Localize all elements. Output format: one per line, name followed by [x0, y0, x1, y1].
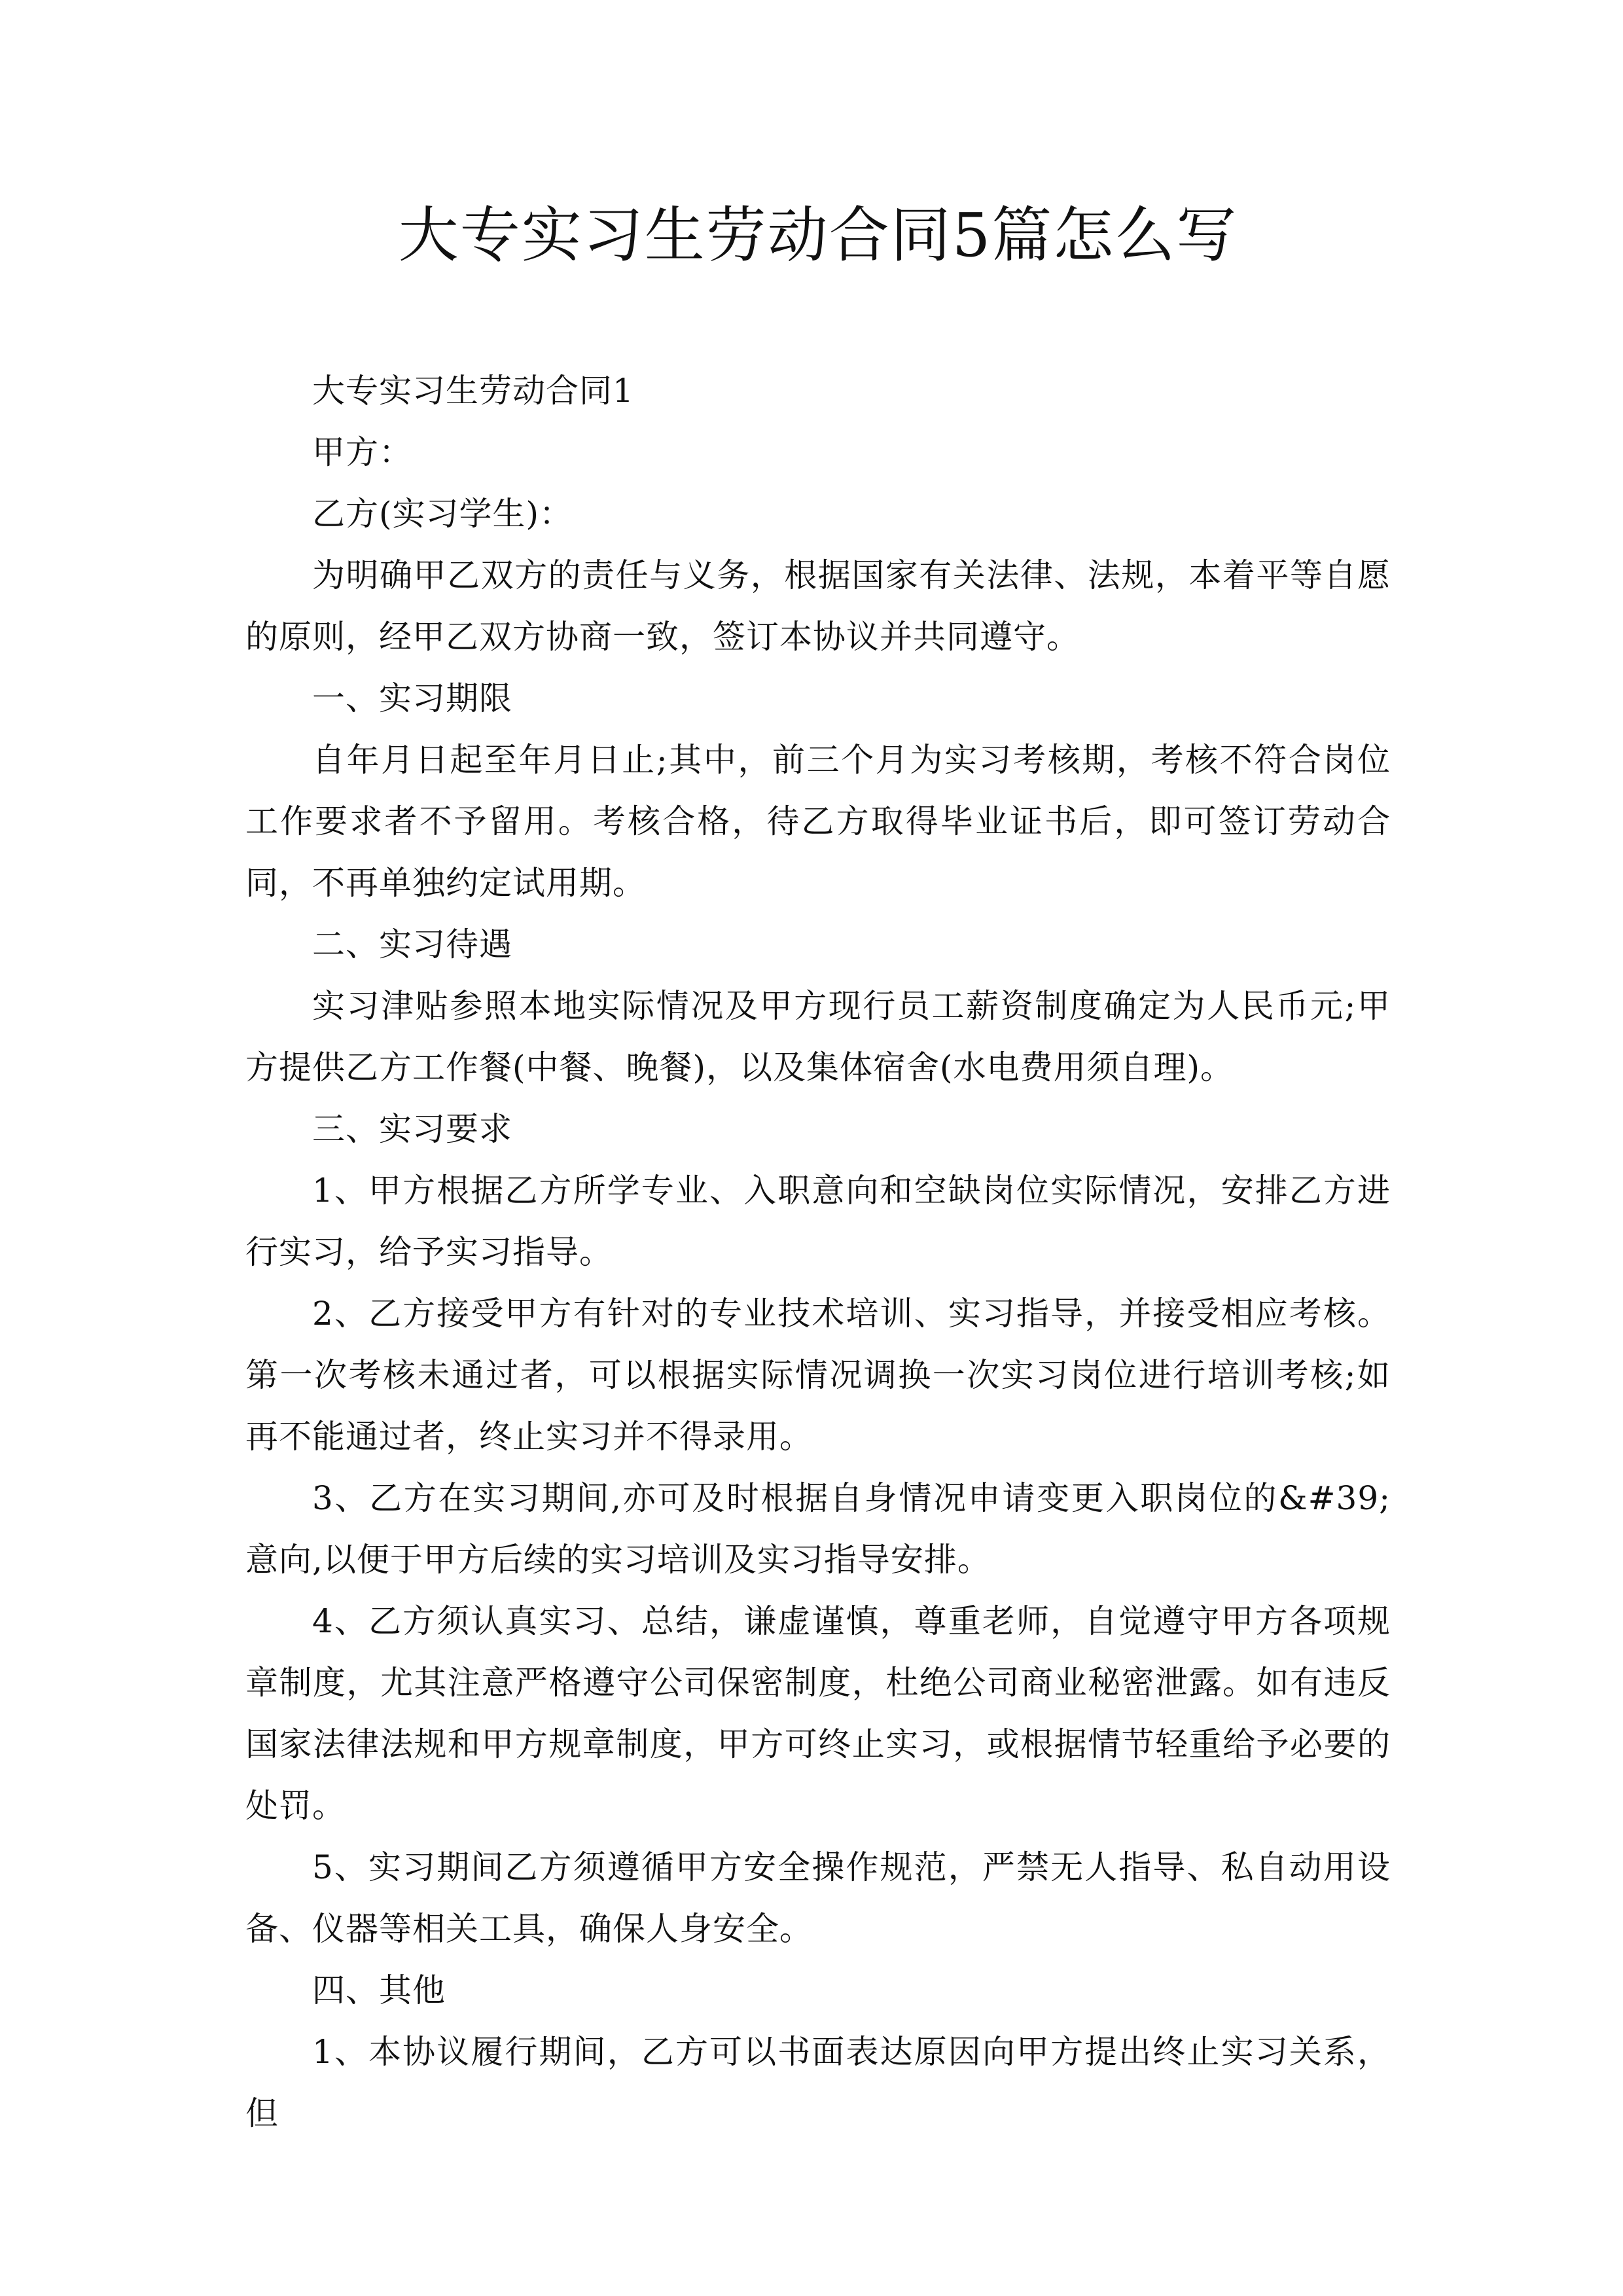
section-heading-term: 一、实习期限 — [312, 679, 512, 717]
requirement-item-5: 5、实习期间乙方须遵循甲方安全操作规范，严禁无人指导、私自动用设备、仪器等相关工具，确保人身安全。 — [245, 1848, 1391, 1948]
contract-subtitle: 大专实习生劳动合同1 — [312, 372, 634, 410]
section-heading-compensation: 二、实习待遇 — [312, 925, 512, 963]
party-a-field: 甲方： — [312, 433, 412, 471]
requirement-item-1: 1、甲方根据乙方所学专业、入职意向和空缺岗位实际情况，安排乙方进行实习，给予实习指导。 — [245, 1172, 1391, 1271]
section-heading-other: 四、其他 — [312, 1971, 446, 2009]
requirement-item-3: 3、乙方在实习期间,亦可及时根据自身情况申请变更入职岗位的&#39;意向,以便于甲方后续的实习培训及实习指导安排。 — [245, 1479, 1391, 1579]
document-title: 大专实习生劳动合同5篇怎么写 — [398, 200, 1238, 270]
term-paragraph: 自年月日起至年月日止;其中，前三个月为实习考核期，考核不符合岗位工作要求者不予留用。考核合格，待乙方取得毕业证书后，即可签订劳动合同，不再单独约定试用期。 — [245, 741, 1391, 902]
requirement-item-2: 2、乙方接受甲方有针对的专业技术培训、实习指导，并接受相应考核。第一次考核未通过者，可以根据实际情况调换一次实习岗位进行培训考核;如再不能通过者，终止实习并不得录用。 — [245, 1295, 1391, 1456]
preamble-paragraph: 为明确甲乙双方的责任与义务，根据国家有关法律、法规，本着平等自愿的原则，经甲乙双方协商一致，签订本协议并共同遵守。 — [245, 556, 1391, 656]
section-heading-requirements: 三、实习要求 — [312, 1110, 512, 1148]
requirement-item-4: 4、乙方须认真实习、总结，谦虚谨慎，尊重老师，自觉遵守甲方各项规章制度，尤其注意严格遵守公司保密制度，杜绝公司商业秘密泄露。如有违反国家法律法规和甲方规章制度，甲方可终止实习，或根据情节轻重给予必要的处罚。 — [245, 1602, 1391, 1825]
document-body — [245, 360, 1391, 2144]
party-b-field: 乙方(实习学生)： — [312, 495, 573, 533]
other-item-1: 1、本协议履行期间，乙方可以书面表达原因向甲方提出终止实习关系，但 — [245, 2033, 1391, 2132]
compensation-paragraph: 实习津贴参照本地实际情况及甲方现行员工薪资制度确定为人民币元;甲方提供乙方工作餐(中餐、晚餐)，以及集体宿舍(水电费用须自理)。 — [245, 987, 1391, 1086]
